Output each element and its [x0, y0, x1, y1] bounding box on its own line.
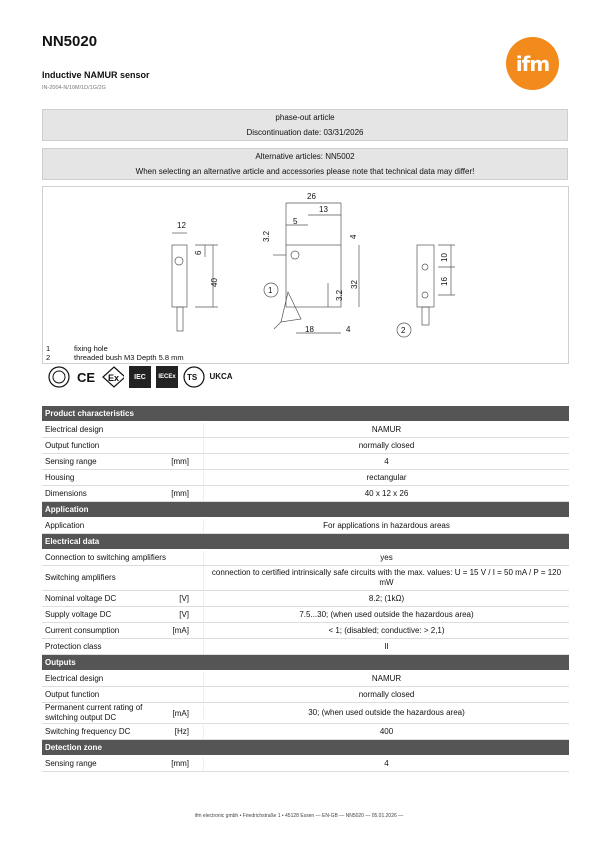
- ex-icon: [102, 366, 124, 388]
- spec-unit: [Hz]: [174, 727, 189, 736]
- spec-table: [42, 406, 569, 772]
- spec-unit: [mm]: [171, 759, 189, 768]
- spec-label: Output function: [45, 440, 100, 450]
- spec-row: [42, 639, 569, 655]
- callout-label: 1: [268, 286, 273, 295]
- spec-label: Electrical design: [45, 424, 104, 434]
- dim-label: 5: [293, 217, 298, 226]
- spec-unit: [mm]: [171, 457, 189, 466]
- spec-row: [42, 486, 569, 502]
- spec-label: Electrical design: [45, 673, 104, 683]
- spec-value: normally closed: [203, 688, 569, 702]
- spec-unit: [mA]: [172, 626, 189, 635]
- spec-value: 7.5...30; (when used outside the hazardous area): [203, 608, 569, 622]
- spec-label: Application: [45, 520, 85, 530]
- legend-item: 1 fixing hole: [46, 344, 108, 353]
- fixing-hole: [291, 251, 299, 259]
- dim-label: 26: [307, 192, 316, 201]
- section-header: Application: [42, 502, 569, 517]
- dim-label: 6: [194, 250, 203, 255]
- spec-value: 40 x 12 x 26: [203, 487, 569, 501]
- ts-icon: [183, 366, 205, 388]
- spec-value: connection to certified intrinsically safe circuits with the max. values: U = 15 V / I = 50 mA / P = 120 mW: [203, 566, 569, 590]
- spec-value: 30; (when used outside the hazardous area): [203, 706, 569, 720]
- spec-row: [42, 550, 569, 566]
- dim-label: 16: [440, 277, 449, 286]
- dim-label: 10: [440, 253, 449, 262]
- legend-item: 2 threaded bush M3 Depth 5.8 mm: [46, 353, 184, 362]
- dim-label: 3.2: [262, 230, 271, 242]
- sensor-cable-back: [422, 307, 429, 325]
- iec-icon: IEC: [129, 366, 151, 388]
- spec-row: [42, 703, 569, 724]
- spec-label: Switching frequency DC: [45, 726, 131, 736]
- spec-value: For applications in hazardous areas: [203, 519, 569, 533]
- spec-row: [42, 438, 569, 454]
- spec-row: [42, 623, 569, 639]
- spec-value: NAMUR: [203, 423, 569, 437]
- spec-value: rectangular: [203, 471, 569, 485]
- spec-label: Current consumption: [45, 625, 120, 635]
- spec-row: [42, 566, 569, 591]
- spec-unit: [V]: [179, 610, 189, 619]
- technical-drawing: [43, 187, 568, 363]
- dim-label: 4: [349, 234, 358, 239]
- phase-out-notice: [42, 109, 568, 141]
- spec-value: yes: [203, 551, 569, 565]
- dim-label: 4: [346, 325, 351, 334]
- alternative-notice: [42, 148, 568, 180]
- spec-value: NAMUR: [203, 672, 569, 686]
- spec-row: [42, 607, 569, 623]
- spec-row: [42, 454, 569, 470]
- sensing-face: [175, 257, 183, 265]
- product-code: IN-2004-N/10M/1D/1G/2G: [42, 85, 106, 91]
- section-header: Outputs: [42, 655, 569, 670]
- iecex-icon: IECEx: [156, 366, 178, 388]
- dim-label: 18: [305, 325, 314, 334]
- notice-line: Alternative articles: NN5002: [255, 152, 355, 161]
- svg-text:TS: TS: [187, 373, 198, 382]
- spec-row: [42, 470, 569, 486]
- atex-icon: [48, 366, 70, 388]
- certification-icons: [48, 366, 232, 388]
- spec-value: 4: [203, 757, 569, 771]
- callout-label: 2: [401, 326, 406, 335]
- bush-lower: [422, 292, 428, 298]
- logo-text: ifm: [515, 51, 550, 76]
- page-footer: ifm electronic gmbh • Friedrichstraße 1 • 45128 Essen — EN-GB — NN5020 — 05.01.2026 —: [194, 813, 404, 819]
- spec-label: Dimensions: [45, 488, 87, 498]
- spec-label: Protection class: [45, 641, 102, 651]
- spec-value: II: [203, 640, 569, 654]
- notice-line: phase-out article: [275, 113, 335, 122]
- dim-label: 3.2: [335, 289, 344, 301]
- spec-label: Supply voltage DC: [45, 609, 112, 619]
- spec-value: 8.2; (1kΩ): [203, 592, 569, 606]
- section-header: Electrical data: [42, 534, 569, 549]
- svg-text:Ex: Ex: [108, 373, 120, 383]
- spec-unit: [V]: [179, 594, 189, 603]
- spec-unit: [mm]: [171, 489, 189, 498]
- ukca-icon: UKCA: [209, 372, 233, 381]
- spec-label: Connection to switching amplifiers: [45, 552, 166, 562]
- spec-value: normally closed: [203, 439, 569, 453]
- ifm-logo: [506, 37, 559, 90]
- spec-value: 4: [203, 455, 569, 469]
- spec-row: [42, 591, 569, 607]
- spec-value: 400: [203, 725, 569, 739]
- sensor-body-side: [286, 245, 341, 307]
- notice-line: Discontinuation date: 03/31/2026: [246, 128, 364, 137]
- spec-label: Housing: [45, 472, 75, 482]
- notice-line: When selecting an alternative article and accessories please note that technical data may differ!: [135, 167, 475, 176]
- spec-value: < 1; (disabled; conductive: > 2,1): [203, 624, 569, 638]
- product-title: NN5020: [42, 33, 98, 50]
- spec-label: Output function: [45, 689, 100, 699]
- drawing-legend: [46, 344, 184, 362]
- spec-unit: [mA]: [172, 708, 189, 718]
- spec-label: Switching amplifiers: [45, 573, 116, 582]
- spec-label: Nominal voltage DC: [45, 593, 117, 603]
- dim-label: 32: [350, 280, 359, 289]
- spec-label: Sensing range: [45, 456, 97, 466]
- spec-row: [42, 756, 569, 772]
- dimension-drawing: [42, 186, 569, 364]
- dim-label: 12: [177, 221, 186, 230]
- spec-label: Sensing range: [45, 758, 97, 768]
- section-header: Detection zone: [42, 740, 569, 755]
- spec-label: Permanent current rating of switching output DC: [45, 703, 143, 722]
- ce-icon: CE: [76, 369, 96, 385]
- sensor-cable: [177, 307, 183, 331]
- spec-row: [42, 518, 569, 534]
- dim-label: 13: [319, 205, 328, 214]
- product-subtitle: Inductive NAMUR sensor: [42, 70, 150, 80]
- sensor-body-front: [172, 245, 187, 307]
- bush-upper: [422, 264, 428, 270]
- section-header: Product characteristics: [42, 406, 569, 421]
- spec-row: [42, 724, 569, 740]
- spec-row: [42, 671, 569, 687]
- spec-row: [42, 687, 569, 703]
- dim-label: 40: [210, 278, 219, 287]
- spec-row: [42, 422, 569, 438]
